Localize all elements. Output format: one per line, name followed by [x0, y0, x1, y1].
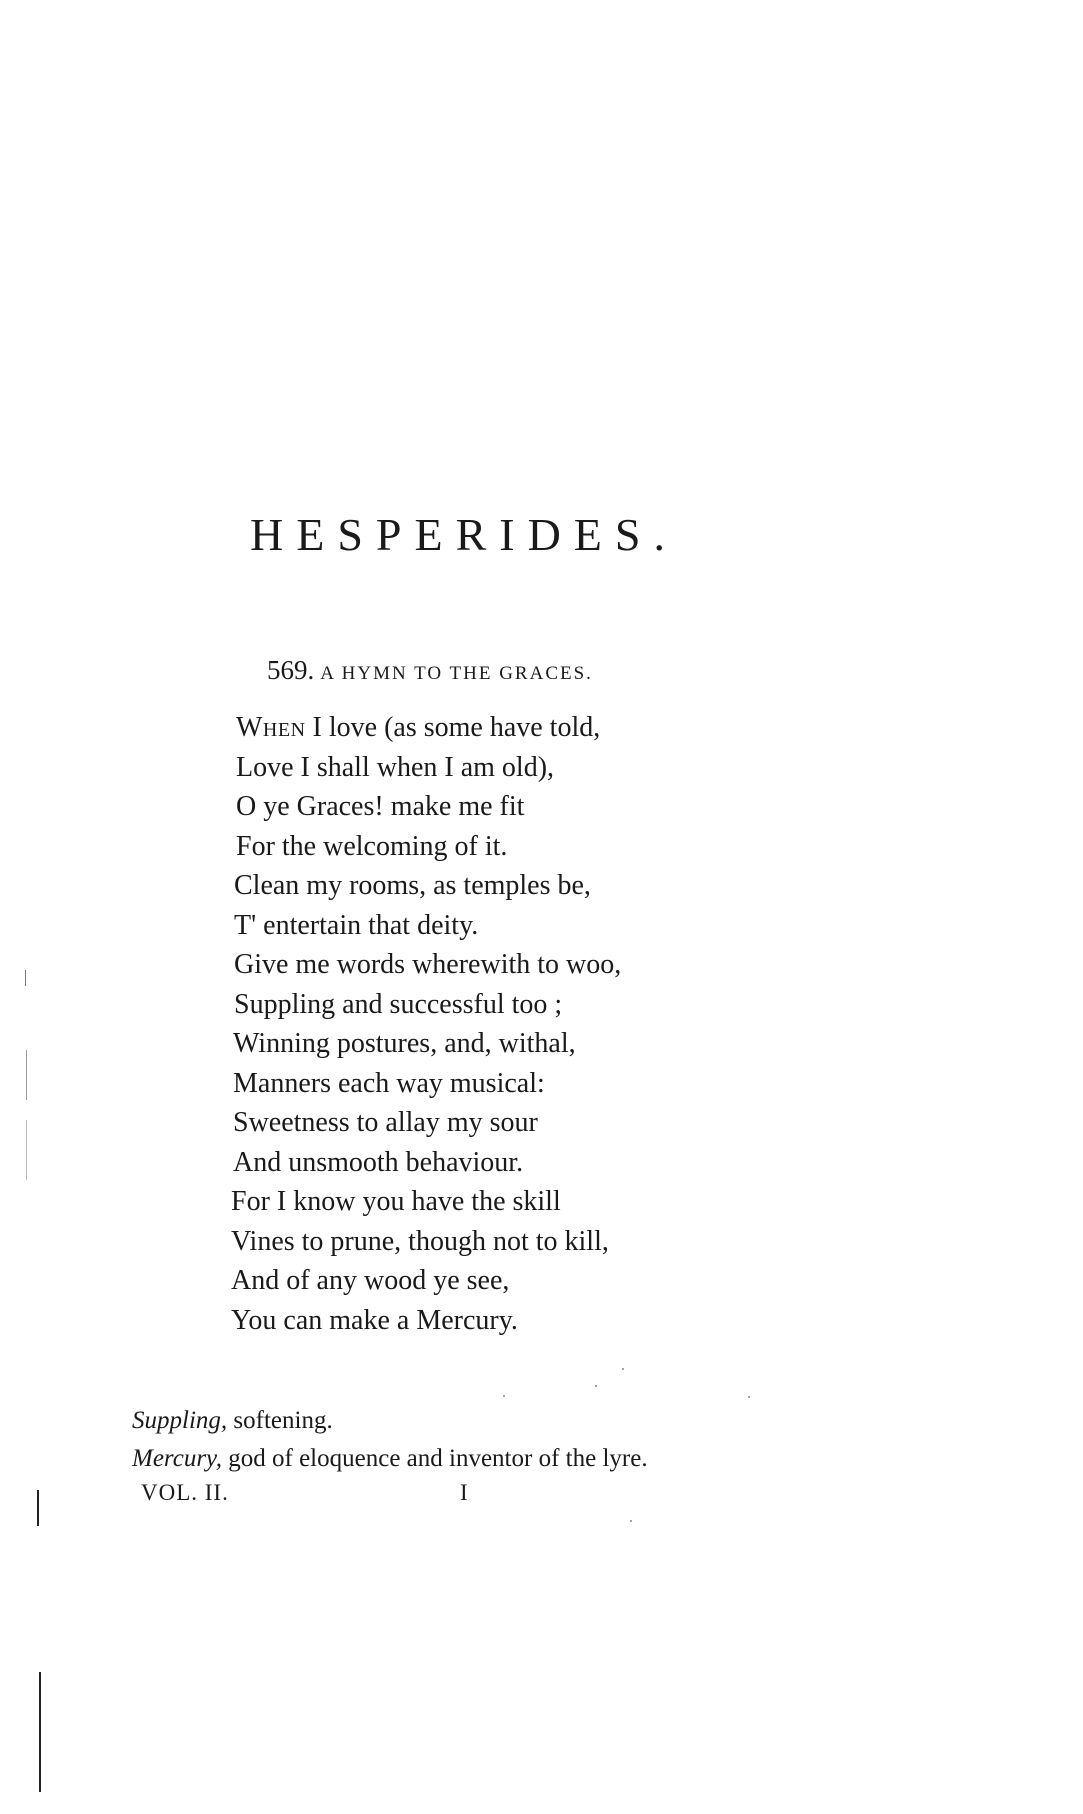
running-title: HESPERIDES.	[250, 509, 678, 560]
footnote-term: Mercury,	[132, 1445, 223, 1472]
poem-line: You can make a Mercury.	[231, 1304, 518, 1336]
poem-line: And of any wood ye see,	[231, 1265, 510, 1296]
poem-body	[231, 708, 622, 1340]
poem-line: Manners each way musical:	[233, 1067, 545, 1099]
scan-speck	[595, 1385, 597, 1387]
poem-line: Sweetness to allay my sour	[233, 1107, 538, 1138]
scan-speck	[503, 1395, 505, 1397]
poem-line: Clean my rooms, as temples be,	[234, 870, 591, 901]
poem-line	[236, 708, 621, 748]
poem-heading	[267, 655, 593, 686]
poem-line: For I know you have the skill	[231, 1186, 561, 1217]
volume-label: VOL. II.	[141, 1480, 229, 1505]
margin-scan-line	[26, 1050, 27, 1100]
signature-line	[141, 1480, 469, 1506]
footnote-term: Suppling,	[132, 1407, 228, 1434]
footnotes	[132, 1402, 648, 1478]
poem-line: O ye Graces! make me fit	[236, 791, 525, 822]
margin-scan-line	[37, 1490, 39, 1526]
footnote-gloss: god of eloquence and inventor of the lyre.	[222, 1445, 648, 1472]
poem-line: Winning postures, and, withal,	[233, 1028, 576, 1059]
footnote	[132, 1402, 648, 1440]
scan-speck	[622, 1368, 624, 1370]
poem-title: A HYMN TO THE GRACES.	[320, 663, 593, 684]
scan-speck	[748, 1396, 750, 1398]
poem-line: And unsmooth behaviour.	[233, 1146, 524, 1178]
poem-line: T' entertain that deity.	[234, 909, 479, 941]
scan-speck	[630, 1520, 632, 1522]
poem-line: For the welcoming of it.	[236, 830, 508, 862]
margin-scan-line	[39, 1672, 41, 1792]
poem-line: Give me words wherewith to woo,	[234, 949, 622, 980]
poem-line: Vines to prune, though not to kill,	[231, 1225, 609, 1257]
margin-scan-line	[26, 1120, 27, 1180]
poem-line: Love I shall when I am old),	[236, 751, 555, 783]
footnote-gloss: softening.	[227, 1407, 333, 1434]
poem-first-line-rest: I love (as some have told,	[305, 712, 601, 743]
signature-mark: I	[460, 1480, 469, 1505]
margin-scan-line	[25, 970, 26, 986]
poem-line: Suppling and successful too ;	[234, 988, 563, 1020]
poem-first-word: When	[236, 712, 306, 743]
poem-number: 569.	[267, 655, 315, 685]
footnote	[132, 1440, 648, 1478]
